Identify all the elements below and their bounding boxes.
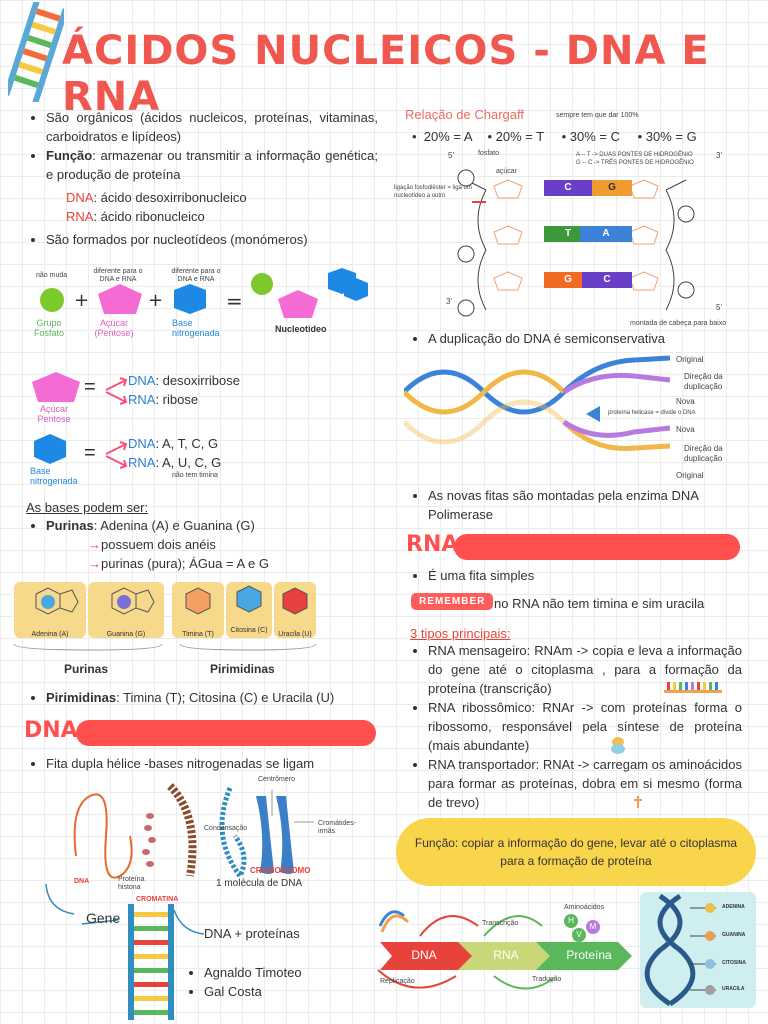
flow-traducao: Tradução	[532, 976, 562, 983]
label-cabeca-baixo: montada de cabeça para baixo	[630, 320, 727, 327]
rna-abbr: RNA	[66, 209, 94, 224]
label-fosfato: fosfato	[478, 150, 500, 157]
fita-simples-item: • É uma fita simples	[428, 566, 750, 585]
citosina-molecule	[226, 582, 272, 622]
label-dna: DNA	[74, 878, 90, 885]
label-condensacao: Condensação	[204, 825, 248, 832]
aa-v: V	[572, 928, 586, 942]
flow-replicacao: Replicação	[380, 978, 415, 985]
arrow-glyph: →	[88, 537, 101, 552]
no-timina-note: não tem timina	[172, 472, 218, 479]
percent-a: 20% = A	[423, 129, 472, 144]
svg-text:+: +	[74, 290, 90, 311]
label-5prime-bottom: 5'	[716, 303, 722, 312]
rna-def: : ácido ribonucleico	[93, 209, 205, 224]
group-braces	[12, 642, 322, 656]
funcao-box-text: Função: copiar a informação do gene, levar até o citoplasma para a formação de proteína	[414, 836, 738, 868]
label-cromatina: CROMATINA	[136, 896, 179, 903]
percent-g: 30% = G	[645, 129, 697, 144]
author-item: • Gal Costa	[204, 982, 346, 1001]
label-cromossomo: CROMOSSOMO	[250, 866, 311, 875]
ribosome-icon	[610, 736, 626, 754]
label-fosfodiester: ligação fosfodiéster = liga um nucleotídeo a outro	[394, 185, 472, 199]
uracila-molecule	[274, 582, 316, 626]
bases-img-adenina: ADENINA	[722, 904, 745, 910]
pentose-shape	[98, 284, 142, 314]
dna-def: : ácido desoxirribonucleico	[93, 190, 247, 205]
formados-item: • São formados por nucleotídeos (monómeros)	[46, 230, 378, 249]
novas-fitas-list	[410, 486, 750, 524]
flow-aminoacidos: Aminoácidos	[564, 904, 605, 911]
timina-label: Timina (T)	[182, 631, 214, 638]
label-5prime-top: 5'	[448, 151, 454, 160]
chargaff-title: Relação de Chargaff	[405, 107, 525, 122]
label-gc-pontes: G -- C -> TRÊS PONTES DE HIDROGÊNIO	[576, 160, 694, 166]
acucar-rna	[128, 390, 198, 409]
fita-simples-list	[410, 566, 750, 585]
base-dna-abbr: DNA	[128, 436, 156, 451]
note-nao-muda: não muda	[36, 272, 68, 279]
aa-m: M	[586, 920, 600, 934]
group-purinas: Purinas	[64, 662, 109, 676]
percent-t: 20% = T	[495, 129, 544, 144]
helix-original-top: Original	[676, 355, 704, 364]
purinas-text: : Adenina (A) e Guanina (G)	[93, 518, 255, 533]
guanina-molecule	[88, 582, 164, 626]
acucar-rna-abbr: RNA	[128, 392, 156, 407]
label-fosfato: Grupo Fosfato	[33, 318, 64, 338]
percent-c: 30% = C	[569, 129, 620, 144]
pirimidinas-text: : Timina (T); Citosina (C) e Uracila (U)	[116, 690, 335, 705]
helix-direction-top: Direção da duplicação	[684, 372, 723, 391]
funcao-box	[396, 818, 756, 886]
helix-nova-top: Nova	[676, 397, 695, 406]
pentose-icon	[28, 370, 84, 406]
acucar-rna-text: : ribose	[155, 392, 199, 407]
base-label: Base nitrogenada	[30, 466, 78, 486]
purinas-item	[46, 516, 378, 535]
tipos-heading: 3 tipos principais:	[410, 626, 511, 641]
label-3prime-bottom: 3'	[446, 297, 452, 306]
funcao-label: Função	[46, 148, 93, 163]
bases-img-citosina: CITOSINA	[722, 960, 746, 966]
dna-ladder-logo	[8, 2, 64, 102]
dna-fita-item: • Fita dupla hélice -bases nitrogenadas se ligam	[46, 754, 378, 773]
rna-section-title: RNA	[406, 532, 459, 557]
funcao-item	[46, 146, 378, 184]
label-3prime-top: 3'	[716, 151, 722, 160]
base-dna	[128, 434, 218, 453]
helix-direction-bottom: Direção da duplicação	[684, 444, 723, 463]
purinas-anel	[88, 535, 216, 554]
intro-list	[28, 108, 378, 184]
formados-list	[28, 230, 378, 249]
citosina-label: Citosina (C)	[230, 627, 268, 634]
tipo-ribossomico: • RNA ribossômico: RNAr -> com proteínas forma o ribossomo, responsável pela síntese de proteína (mais abundante)	[428, 698, 742, 755]
tipo-transportador: • RNA transportador: RNAt -> carregam os aminoácidos para formar as proteínas, dobra em si mesmo (forma de trevo)	[428, 755, 742, 812]
svg-text:=: =	[226, 289, 243, 313]
guanina-card	[88, 582, 164, 638]
author-item: • Agnaldo Timoteo	[204, 963, 346, 982]
pair-1-left: C	[544, 180, 592, 196]
arrow-icon	[104, 374, 130, 408]
purinas-label: Purinas	[46, 518, 94, 533]
amino-acid-icons	[560, 914, 600, 944]
note-base: diferente para o DNA e RNA	[171, 268, 221, 283]
pirimidinas-list	[28, 688, 378, 707]
adenina-label: Adenina (A)	[31, 631, 69, 638]
timina-card	[172, 582, 224, 638]
label-acucar: açúcar	[496, 168, 518, 175]
remember-text: no RNA não tem timina e sim uracila	[494, 596, 705, 611]
label-molecula: 1 molécula de DNA	[216, 878, 303, 889]
label-histona: Proteína histona	[118, 876, 145, 891]
aa-h: H	[564, 914, 578, 928]
base-shape	[174, 284, 206, 314]
flow-transcricao: Transcrição	[482, 920, 519, 927]
purinas-anel-text: possuem dois anéis	[101, 537, 216, 552]
note-acucar: diferente para o DNA e RNA	[93, 268, 143, 283]
dna-abbr: DNA	[66, 190, 94, 205]
base-rna-text: : A, U, C, G	[155, 455, 222, 470]
arrow-icon	[104, 438, 130, 472]
flow-proteina: Proteína	[566, 948, 612, 962]
nucleotide-equation	[30, 262, 380, 322]
novas-fitas-item: • As novas fitas são montadas pela enzima DNA Polimerase	[428, 486, 750, 524]
authors-list	[186, 963, 346, 1001]
label-cromatides: Cromátides-irmãs	[318, 820, 357, 835]
rna-definition	[66, 207, 205, 226]
uracila-card	[274, 582, 316, 638]
guanina-label: Guanina (G)	[106, 631, 146, 638]
pair-1-right: G	[592, 180, 632, 196]
uracila-label: Uracila (U)	[278, 631, 312, 638]
dna-section-bar	[76, 720, 376, 746]
acucar-dna-text: : desoxirribose	[155, 373, 240, 388]
bases-img-uracila: URACILA	[722, 986, 745, 992]
gene-label: Gene	[86, 910, 121, 926]
helix-original-bottom: Original	[676, 471, 704, 480]
bases-img-guanina: GUANINA	[722, 932, 746, 938]
dna-definition	[66, 188, 247, 207]
duplicacao-list	[410, 329, 750, 348]
equals-sign: =	[84, 376, 96, 398]
replication-helix	[404, 352, 670, 480]
label-centromero: Centrômero	[258, 776, 295, 783]
base-rna-abbr: RNA	[128, 455, 156, 470]
label-nucleotideo: Nucleotídeo	[275, 324, 327, 334]
duplicacao-item: • A duplicação do DNA é semiconservativa	[428, 329, 750, 348]
bases-heading: As bases podem ser:	[26, 500, 149, 515]
pirimidinas-label: Pirimidinas	[46, 690, 117, 705]
helix-nova-bottom: Nova	[676, 425, 695, 434]
intro-item: • São orgânicos (ácidos nucleicos, proteínas, vitaminas, carboidratos e lipídeos)	[46, 108, 378, 146]
flow-rna: RNA	[493, 948, 519, 962]
percent-row: • 20% = A • 20% = T • 30% = C • 30% = G	[412, 129, 697, 144]
acucar-dna	[128, 371, 240, 390]
purinas-pura-text: purinas (pura); ÁGua = A e G	[101, 556, 270, 571]
tipos-list	[410, 641, 742, 812]
purinas-list	[28, 516, 378, 535]
mrna-strand-icon	[664, 680, 722, 694]
purinas-pura	[88, 554, 269, 573]
adenina-molecule	[14, 582, 86, 626]
chargaff-note: sempre tem que dar 100%	[556, 112, 639, 119]
helix-helicase: proteína helicase = divide o DNA	[608, 410, 696, 416]
label-at-pontes: A -- T -> DUAS PONTES DE HIDROGÊNIO	[576, 152, 693, 158]
acucar-dna-abbr: DNA	[128, 373, 156, 388]
label-base: Base nitrogenada	[172, 318, 220, 338]
timina-molecule	[172, 582, 224, 626]
page-title: ÁCIDOS NUCLEICOS - DNA E RNA	[62, 28, 710, 120]
gene-arrows	[38, 880, 208, 950]
dna-proteinas-label: DNA + proteínas	[204, 926, 300, 941]
remember-tag: REMEMBER	[411, 593, 493, 610]
pair-3-left: G	[544, 272, 592, 288]
tipo-mensageiro: • RNA mensageiro: RNAm -> copia e leva a informação do gene até o citoplasma , para a formação da proteína (transcrição)	[428, 641, 742, 698]
base-dna-text: : A, T, C, G	[155, 436, 219, 451]
citosina-card	[226, 582, 272, 638]
pirimidinas-item	[46, 688, 378, 707]
pair-2-left: T	[544, 226, 592, 242]
equals-sign-2: =	[84, 442, 96, 464]
adenina-card	[14, 582, 86, 638]
bases-image-card	[640, 892, 756, 1008]
rna-section-bar	[454, 534, 740, 560]
funcao-text: : armazenar ou transmitir a informação genética; e produção de proteína	[46, 148, 378, 182]
pair-3-right: C	[582, 272, 632, 288]
fosfato-circle	[40, 288, 64, 312]
label-acucar: Açúcar (Pentose)	[94, 318, 134, 338]
pair-2-right: A	[580, 226, 632, 242]
dna-section-title: DNA	[24, 718, 78, 743]
base-icon	[30, 432, 70, 466]
flow-dna: DNA	[411, 948, 437, 962]
svg-text:+: +	[148, 290, 164, 311]
dna-fita-list	[28, 754, 378, 773]
base-rna	[128, 453, 221, 472]
trna-icon	[632, 794, 644, 810]
arrow-glyph: →	[88, 556, 101, 571]
group-pirimidinas: Pirimidinas	[210, 662, 275, 676]
acucar-label: Açúcar Pentose	[37, 404, 71, 424]
